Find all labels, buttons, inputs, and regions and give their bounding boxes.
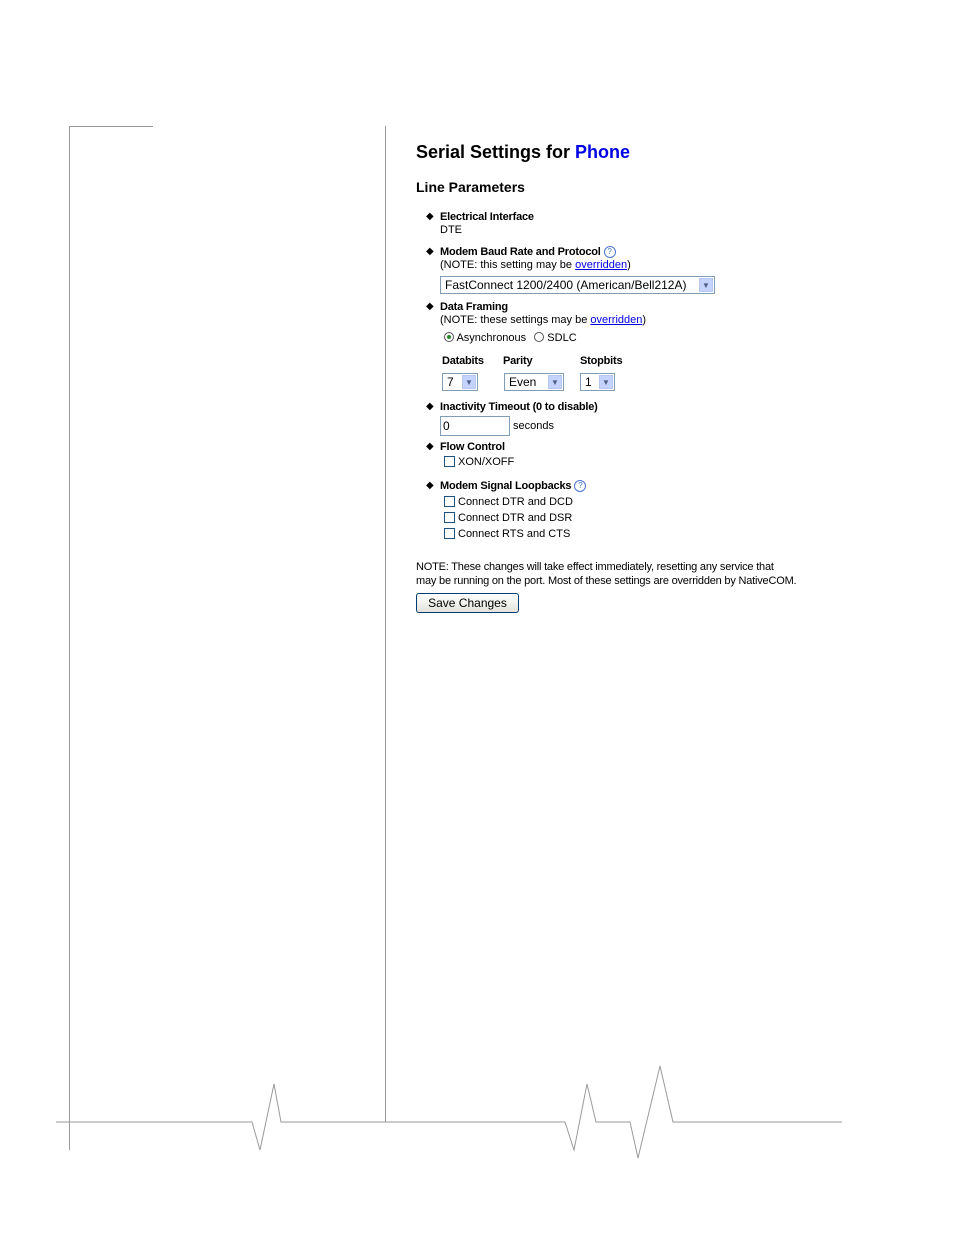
electrical-interface-label: Electrical Interface [440,211,534,223]
baud-rate-selected: FastConnect 1200/2400 (American/Bell212A) [445,278,687,292]
diamond-bullet-icon: ◆ [426,401,434,412]
overridden-link[interactable]: overridden [590,314,643,326]
baud-rate-label: Modem Baud Rate and Protocol [440,246,601,258]
baud-rate-select[interactable] [440,276,715,294]
diamond-bullet-icon: ◆ [426,301,434,312]
loopback-option[interactable] [444,496,820,508]
save-changes-button[interactable]: Save Changes [416,593,519,613]
data-framing-label: Data Framing [440,301,508,313]
sdlc-radio[interactable] [534,332,544,342]
data-framing-note [440,314,820,326]
loopbacks-label: Modem Signal Loopbacks [440,480,572,492]
electrical-interface-item [426,211,534,236]
stopbits-selected: 1 [585,375,592,389]
rts-cts-label: Connect RTS and CTS [458,528,571,540]
loopback-option[interactable] [444,512,820,524]
parity-select[interactable] [504,373,564,391]
databits-selected: 7 [447,375,454,389]
sdlc-label: SDLC [547,332,577,344]
flow-control-label: Flow Control [440,441,505,453]
chevron-down-icon[interactable]: ▼ [462,375,476,389]
parity-label: Parity [503,355,533,367]
stopbits-label: Stopbits [580,355,623,367]
baud-rate-note [440,259,820,271]
baud-rate-note-suffix: ) [627,259,631,271]
help-icon[interactable]: ? [574,480,586,492]
seconds-unit: seconds [513,420,554,432]
section-heading: Line Parameters [416,179,525,195]
flow-control-item [426,441,515,468]
overridden-link[interactable]: overridden [575,259,628,271]
dtr-dsr-label: Connect DTR and DSR [458,512,573,524]
help-icon[interactable]: ? [604,246,616,258]
stopbits-select[interactable] [580,373,615,391]
electrical-interface-value: DTE [440,224,462,236]
diamond-bullet-icon: ◆ [426,211,434,222]
inactivity-item [426,401,820,433]
port-name: Phone [575,142,631,162]
baud-rate-note-prefix: (NOTE: this setting may be [440,259,576,271]
loopbacks-item [426,480,820,540]
chevron-down-icon[interactable]: ▼ [699,278,713,292]
parity-selected: Even [509,375,537,389]
data-framing-note-suffix: ) [642,314,647,326]
page-title [416,142,630,163]
footer-note-line2: may be running on the port. Most of these settings are overridden by NativeCOM. [416,575,797,587]
data-framing-note-prefix: (NOTE: these settings may be [440,314,591,326]
xon-xoff-option[interactable] [444,456,514,468]
inactivity-timeout-value: 0 [443,419,450,433]
inactivity-timeout-input[interactable] [440,416,510,436]
baud-rate-item [426,246,820,292]
footer-note [416,560,836,588]
databits-select[interactable] [442,373,478,391]
databits-label: Databits [442,355,484,367]
data-framing-item [426,301,820,389]
footer-note-line1: NOTE: These changes will take effect immediately, resetting any service that [416,561,774,573]
framing-mode-radios [444,332,577,344]
dtr-dcd-label: Connect DTR and DCD [458,496,573,508]
dtr-dcd-checkbox[interactable] [444,496,455,507]
asynchronous-radio[interactable] [444,332,454,342]
diamond-bullet-icon: ◆ [426,441,434,452]
dtr-dsr-checkbox[interactable] [444,512,455,523]
diamond-bullet-icon: ◆ [426,480,434,491]
loopback-option[interactable] [444,528,820,540]
rts-cts-checkbox[interactable] [444,528,455,539]
chevron-down-icon[interactable]: ▼ [548,375,562,389]
chevron-down-icon[interactable]: ▼ [599,375,613,389]
asynchronous-label: Asynchronous [456,332,527,344]
xon-xoff-checkbox[interactable] [444,456,455,467]
inactivity-label: Inactivity Timeout (0 to disable) [440,401,598,413]
xon-xoff-label: XON/XOFF [458,456,515,468]
page-title-prefix: Serial Settings for [416,142,576,162]
diamond-bullet-icon: ◆ [426,246,434,257]
